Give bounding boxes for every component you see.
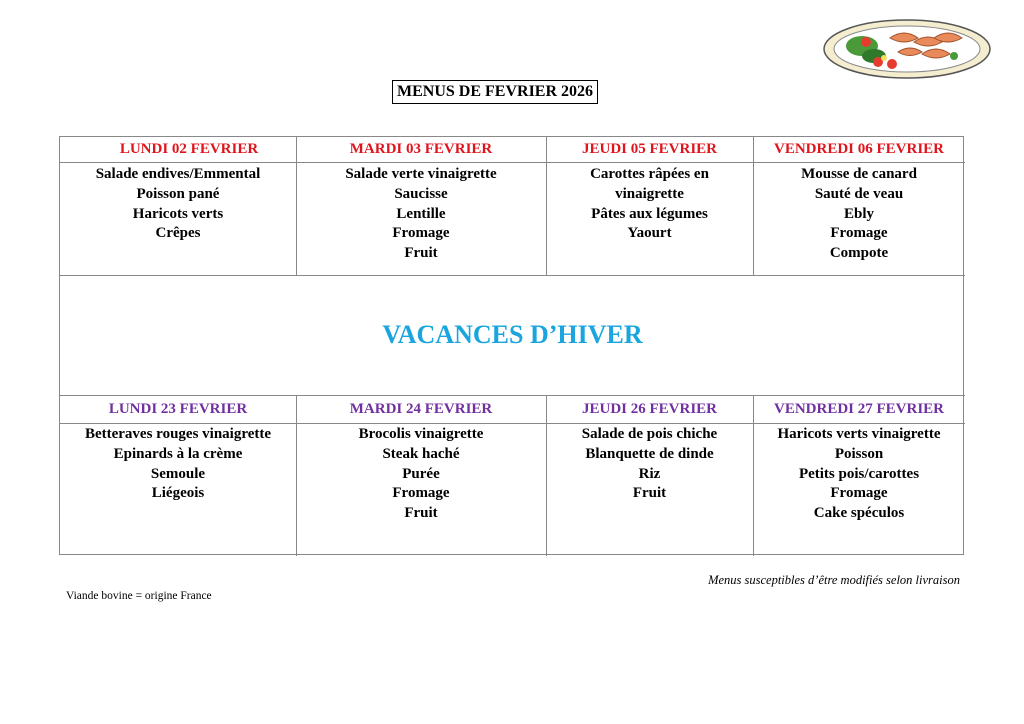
dish: Crêpes: [155, 225, 201, 242]
dish-list: [546, 165, 753, 244]
dish: Fruit: [404, 245, 438, 262]
dish: Poisson: [834, 445, 884, 462]
dish: Yaourt: [627, 225, 672, 242]
dish: vinaigrette: [615, 185, 684, 202]
dish: Liégeois: [151, 485, 205, 502]
day-header: JEUDI 05 FEVRIER: [581, 141, 717, 157]
day-header: LUNDI 23 FEVRIER: [108, 401, 248, 417]
dish: Fromage: [830, 225, 888, 242]
dish: Salade verte vinaigrette: [345, 166, 497, 182]
dish: Petits pois/carottes: [798, 465, 920, 482]
day-header: LUNDI 02 FEVRIER: [119, 141, 259, 157]
dish: Saucisse: [394, 185, 448, 202]
dish: Sauté de veau: [814, 185, 904, 202]
dish-list: [753, 165, 965, 264]
dish-list: [296, 425, 546, 524]
dish: Fruit: [632, 485, 667, 502]
modification-note: Menus susceptibles d’être modifiés selon livraison: [708, 573, 960, 587]
dish: Pâtes aux légumes: [591, 205, 708, 222]
dish: Cake spéculos: [813, 505, 905, 522]
dish: Fromage: [830, 485, 888, 502]
dish: Purée: [402, 465, 440, 482]
dish: Epinards à la crème: [113, 445, 243, 462]
grid-line: [60, 395, 965, 396]
dish-list: [753, 425, 965, 524]
dish: Blanquette de dinde: [585, 445, 714, 462]
dish: Fromage: [392, 225, 450, 242]
dish: Brocolis vinaigrette: [358, 426, 484, 442]
dish: Poisson pané: [136, 185, 220, 202]
dish: Compote: [829, 245, 889, 262]
beef-origin-note: Viande bovine = origine France: [66, 590, 212, 602]
day-header: VENDREDI 27 FEVRIER: [773, 401, 945, 417]
dish: Betteraves rouges vinaigrette: [84, 426, 272, 442]
dish: Fruit: [404, 505, 438, 522]
dish-list: [296, 165, 546, 264]
grid-line: [60, 423, 965, 424]
dish: Semoule: [150, 465, 206, 482]
grid-line: [60, 162, 965, 163]
dish-list: [546, 425, 753, 504]
day-header: MARDI 24 FEVRIER: [349, 401, 493, 417]
dish: Salade endives/Emmental: [95, 166, 261, 182]
vacation-banner: VACANCES D’HIVER: [382, 320, 643, 349]
dish: Mousse de canard: [801, 166, 917, 182]
dish: Carottes râpées en: [590, 166, 709, 182]
day-header: MARDI 03 FEVRIER: [349, 141, 493, 157]
dish-list: [60, 425, 296, 504]
dish: Salade de pois chiche: [581, 426, 718, 442]
day-header: VENDREDI 06 FEVRIER: [773, 141, 945, 157]
dish-list: [60, 165, 296, 244]
dish: Ebly: [843, 205, 874, 222]
dish: Haricots verts vinaigrette: [777, 426, 941, 442]
dish: Fromage: [392, 485, 450, 502]
dish: Lentille: [396, 205, 446, 222]
day-header: JEUDI 26 FEVRIER: [581, 401, 717, 417]
dish: Steak haché: [382, 445, 460, 462]
dish: Riz: [638, 465, 661, 482]
page-title: MENUS DE FEVRIER 2026: [392, 80, 598, 104]
menu-table: [59, 136, 964, 555]
food-plate-icon: [822, 18, 992, 80]
dish: Haricots verts: [132, 205, 224, 222]
